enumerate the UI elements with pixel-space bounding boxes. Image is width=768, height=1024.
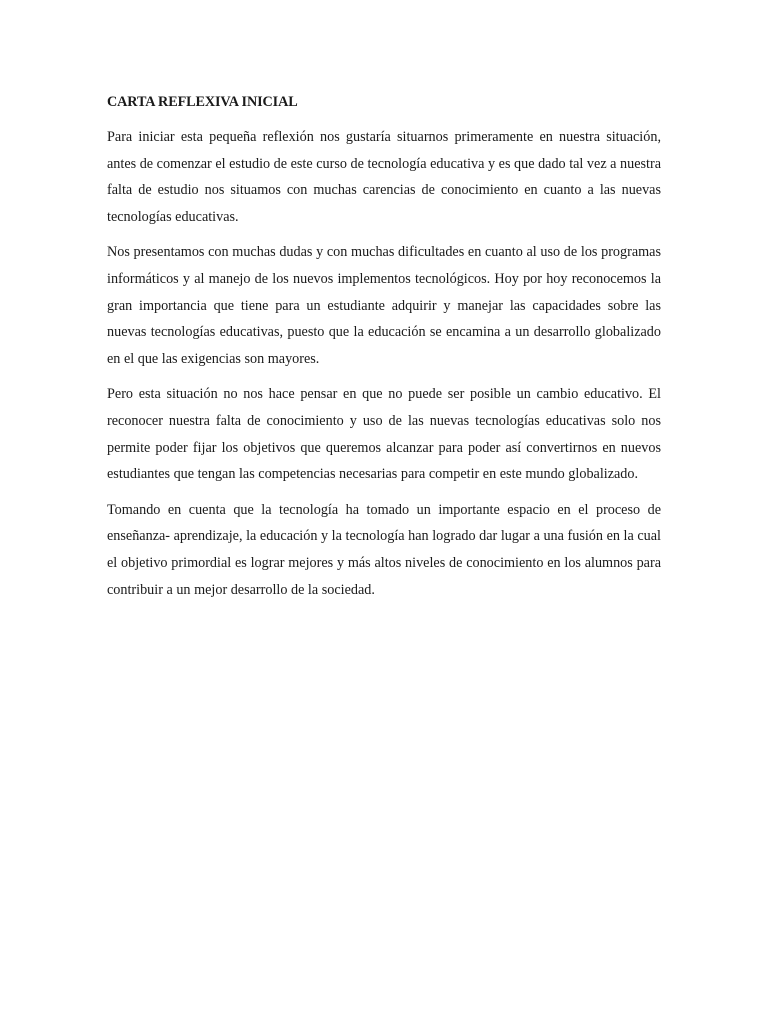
paragraph-4: Tomando en cuenta que la tecnología ha tomado un importante espacio en el proceso de enseñanza- aprendizaje, la educación y la tecnología han logrado dar lugar a una fusión en la cual el objetivo primordial es lograr mejores y más altos niveles de conocimiento en los alumnos para contribuir a un mejor desarrollo de la sociedad. [107, 501, 661, 598]
document-body [107, 92, 661, 612]
paragraph-1: Para iniciar esta pequeña reflexión nos gustaría situarnos primeramente en nuestra situación, antes de comenzar el estudio de este curso de tecnología educativa y es que dado tal vez a nuestra falta de estudio nos situamos con muchas carencias de conocimiento en cuanto a las nuevas tecnologías educativas. [107, 129, 661, 225]
document-title: CARTA REFLEXIVA INICIAL [107, 94, 298, 110]
paragraph-3: Pero esta situación no nos hace pensar en que no puede ser posible un cambio educativo. El reconocer nuestra falta de conocimiento y uso de las nuevas tecnologías educativas solo nos permite poder fijar los objetivos que queremos alcanzar para poder así convertirnos en nuevos estudiantes que tengan las competencias necesarias para competir en este mundo globalizado. [107, 386, 661, 483]
paragraph-2: Nos presentamos con muchas dudas y con muchas dificultades en cuanto al uso de los programas informáticos y al manejo de los nuevos implementos tecnológicos. Hoy por hoy reconocemos la gran importancia que tiene para un estudiante adquirir y manejar las capacidades sobre las nuevas tecnologías educativas, puesto que la educación se encamina a un desarrollo globalizado en el que las exigencias son mayores. [107, 244, 661, 367]
